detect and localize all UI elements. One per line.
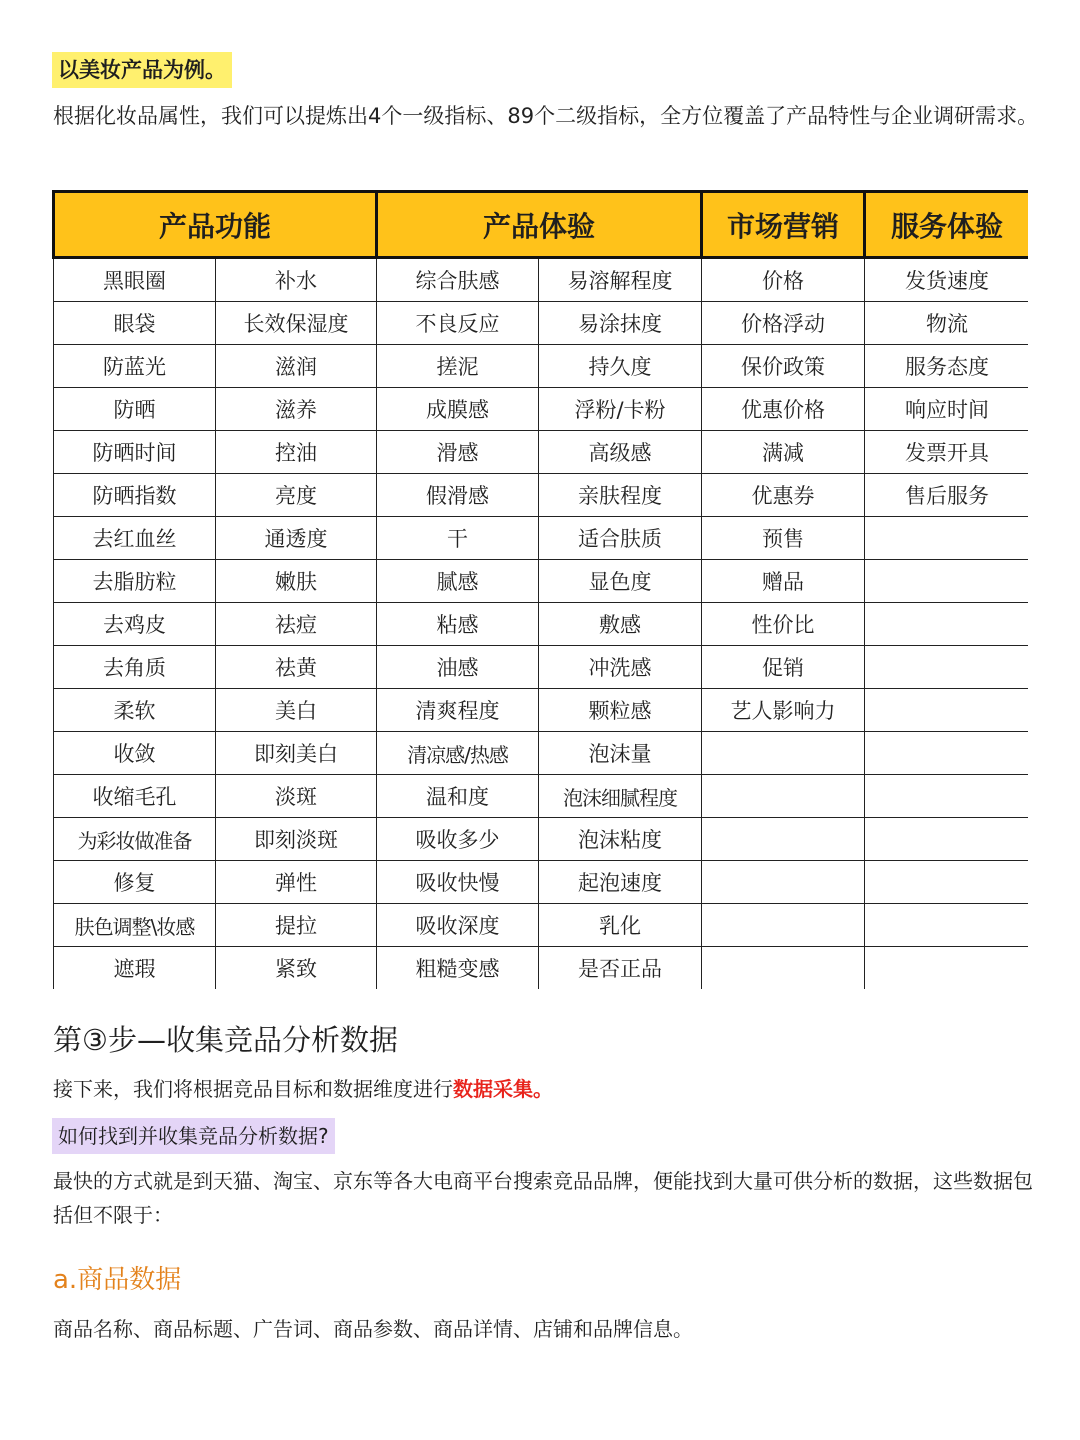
table-cell: 清爽程度	[377, 689, 539, 732]
table-cell: 控油	[216, 431, 377, 474]
table-cell	[865, 689, 1028, 732]
table-cell: 祛痘	[216, 603, 377, 646]
table-cell: 乳化	[539, 904, 702, 947]
table-cell	[702, 904, 865, 947]
table-cell	[865, 947, 1028, 990]
table-cell: 服务态度	[865, 345, 1028, 388]
table-row	[54, 904, 1029, 947]
table-cell: 收缩毛孔	[54, 775, 216, 818]
table-cell: 价格浮动	[702, 302, 865, 345]
table-cell: 冲洗感	[539, 646, 702, 689]
table-cell: 颗粒感	[539, 689, 702, 732]
table-cell: 浮粉/卡粉	[539, 388, 702, 431]
table-cell: 收敛	[54, 732, 216, 775]
table-cell: 持久度	[539, 345, 702, 388]
table-row	[54, 646, 1029, 689]
method-paragraph: 最快的方式就是到天猫、淘宝、京东等各大电商平台搜索竞品品牌，便能找到大量可供分析的数据，这些数据包括但不限于：	[53, 1169, 1033, 1227]
table-cell: 滋养	[216, 388, 377, 431]
table-cell: 泡沫细腻程度	[539, 775, 702, 818]
collection-text: 接下来，我们将根据竞品目标和数据维度进行	[53, 1077, 453, 1101]
table-cell: 亮度	[216, 474, 377, 517]
table-cell	[865, 904, 1028, 947]
table-row	[54, 517, 1029, 560]
table-cell: 吸收多少	[377, 818, 539, 861]
table-cell: 眼袋	[54, 302, 216, 345]
collection-paragraph	[53, 1072, 553, 1106]
table-cell: 起泡速度	[539, 861, 702, 904]
table-cell: 粗糙变感	[377, 947, 539, 990]
table-cell: 即刻美白	[216, 732, 377, 775]
table-row	[54, 388, 1029, 431]
table-cell: 敷感	[539, 603, 702, 646]
table-row	[54, 258, 1029, 302]
table-row	[54, 732, 1029, 775]
table-row	[54, 474, 1029, 517]
table-cell: 价格	[702, 258, 865, 302]
table-cell: 假滑感	[377, 474, 539, 517]
table-cell: 响应时间	[865, 388, 1028, 431]
table-cell	[702, 732, 865, 775]
table-cell: 发票开具	[865, 431, 1028, 474]
table-cell: 防蓝光	[54, 345, 216, 388]
table-cell: 滑感	[377, 431, 539, 474]
table-cell: 赠品	[702, 560, 865, 603]
table-cell	[865, 861, 1028, 904]
table-cell	[702, 775, 865, 818]
step-title: 第③步—收集竞品分析数据	[53, 1023, 398, 1057]
table-cell: 嫩肤	[216, 560, 377, 603]
header-product-function: 产品功能	[54, 192, 377, 258]
table-cell: 提拉	[216, 904, 377, 947]
table-cell: 防晒	[54, 388, 216, 431]
table-header-row	[54, 192, 1029, 258]
table-row	[54, 345, 1029, 388]
table-cell: 易涂抹度	[539, 302, 702, 345]
table-cell	[865, 775, 1028, 818]
table-cell: 满减	[702, 431, 865, 474]
table-cell: 预售	[702, 517, 865, 560]
table-cell: 修复	[54, 861, 216, 904]
table-cell: 温和度	[377, 775, 539, 818]
table-cell	[865, 732, 1028, 775]
table-cell: 去鸡皮	[54, 603, 216, 646]
table-cell: 干	[377, 517, 539, 560]
table-cell: 不良反应	[377, 302, 539, 345]
table-cell: 防晒指数	[54, 474, 216, 517]
table-cell: 遮瑕	[54, 947, 216, 990]
table-cell: 综合肤感	[377, 258, 539, 302]
table-cell: 吸收快慢	[377, 861, 539, 904]
table-cell: 油感	[377, 646, 539, 689]
table-cell: 艺人影响力	[702, 689, 865, 732]
table-cell	[865, 603, 1028, 646]
table-row	[54, 861, 1029, 904]
table-row	[54, 689, 1029, 732]
table-cell	[865, 517, 1028, 560]
table-cell: 美白	[216, 689, 377, 732]
table-cell: 搓泥	[377, 345, 539, 388]
intro-paragraph: 根据化妆品属性，我们可以提炼出4个一级指标、89个二级指标，全方位覆盖了产品特性与企业调研需求。	[53, 104, 1039, 128]
table-cell	[865, 560, 1028, 603]
indicator-table-grid	[52, 190, 1028, 989]
table-cell: 发货速度	[865, 258, 1028, 302]
table-cell: 泡沫量	[539, 732, 702, 775]
indicator-table	[52, 190, 1028, 989]
collection-highlight: 数据采集。	[453, 1077, 553, 1101]
table-cell: 成膜感	[377, 388, 539, 431]
table-cell	[702, 861, 865, 904]
table-cell	[865, 818, 1028, 861]
table-cell: 长效保湿度	[216, 302, 377, 345]
table-cell: 性价比	[702, 603, 865, 646]
table-row	[54, 947, 1029, 990]
table-cell: 是否正品	[539, 947, 702, 990]
table-cell: 紧致	[216, 947, 377, 990]
question-label: 如何找到并收集竞品分析数据?	[52, 1118, 335, 1154]
table-cell: 腻感	[377, 560, 539, 603]
table-cell: 即刻淡斑	[216, 818, 377, 861]
table-cell: 弹性	[216, 861, 377, 904]
product-data-paragraph: 商品名称、商品标题、广告词、商品参数、商品详情、店铺和品牌信息。	[53, 1317, 693, 1341]
table-cell	[702, 818, 865, 861]
table-cell: 适合肤质	[539, 517, 702, 560]
table-cell: 通透度	[216, 517, 377, 560]
table-cell: 吸收深度	[377, 904, 539, 947]
table-cell: 去脂肪粒	[54, 560, 216, 603]
table-row	[54, 302, 1029, 345]
table-cell: 易溶解程度	[539, 258, 702, 302]
table-row	[54, 603, 1029, 646]
header-marketing: 市场营销	[702, 192, 865, 258]
table-cell: 促销	[702, 646, 865, 689]
table-cell	[865, 646, 1028, 689]
header-product-experience: 产品体验	[377, 192, 702, 258]
table-cell: 去红血丝	[54, 517, 216, 560]
table-cell: 去角质	[54, 646, 216, 689]
table-cell: 柔软	[54, 689, 216, 732]
table-cell: 防晒时间	[54, 431, 216, 474]
table-cell: 补水	[216, 258, 377, 302]
table-cell: 泡沫粘度	[539, 818, 702, 861]
table-cell: 为彩妆做准备	[54, 818, 216, 861]
table-cell: 祛黄	[216, 646, 377, 689]
table-cell: 清凉感/热感	[377, 732, 539, 775]
table-cell: 显色度	[539, 560, 702, 603]
table-cell: 亲肤程度	[539, 474, 702, 517]
table-row	[54, 818, 1029, 861]
table-cell: 滋润	[216, 345, 377, 388]
header-service-experience: 服务体验	[865, 192, 1028, 258]
table-cell: 高级感	[539, 431, 702, 474]
example-label: 以美妆产品为例。	[52, 52, 232, 88]
table-cell: 保价政策	[702, 345, 865, 388]
table-row	[54, 560, 1029, 603]
section-subtitle: a.商品数据	[53, 1265, 182, 1295]
table-cell: 粘感	[377, 603, 539, 646]
table-cell	[702, 947, 865, 990]
table-cell: 优惠券	[702, 474, 865, 517]
table-row	[54, 775, 1029, 818]
table-cell: 淡斑	[216, 775, 377, 818]
table-cell: 黑眼圈	[54, 258, 216, 302]
table-row	[54, 431, 1029, 474]
table-cell: 物流	[865, 302, 1028, 345]
table-body	[54, 258, 1029, 990]
table-cell: 肤色调整\妆感	[54, 904, 216, 947]
table-cell: 售后服务	[865, 474, 1028, 517]
table-cell: 优惠价格	[702, 388, 865, 431]
